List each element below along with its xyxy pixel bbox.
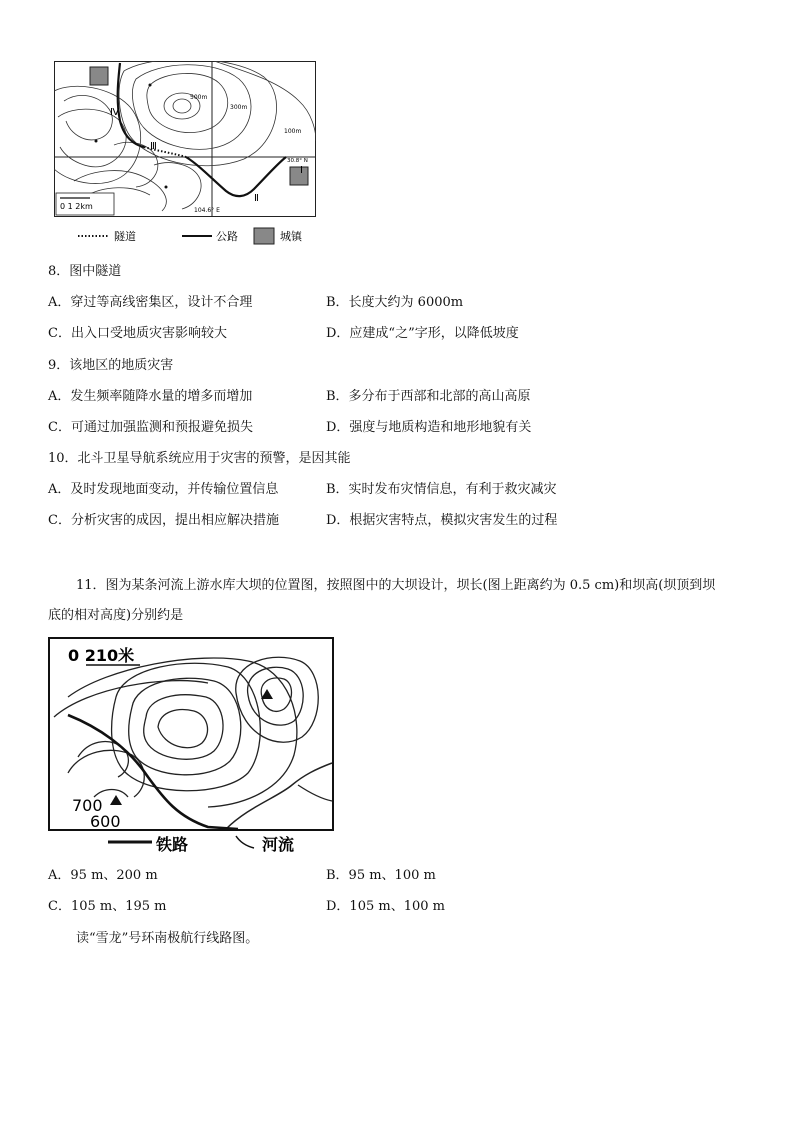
legend-road-label: 公路	[216, 230, 238, 243]
label-ii: Ⅱ	[254, 193, 259, 204]
legend-symbols	[78, 226, 318, 246]
reservoir-map-svg	[48, 637, 334, 831]
q8-option-d[interactable]: D．应建成“之”字形，以降低坡度	[326, 326, 519, 341]
contour-label-700: 700	[72, 796, 103, 815]
town-legend-symbol	[254, 228, 274, 244]
town-north	[90, 67, 108, 85]
q10-option-c[interactable]: C．分析灾害的成因，提出相应解决措施	[48, 513, 279, 528]
label-i: Ⅰ	[300, 165, 303, 176]
q11-stem-line2: 底的相对高度)分别约是	[48, 608, 184, 623]
q10-option-d[interactable]: D．根据灾害特点，模拟灾害发生的过程	[326, 513, 558, 528]
legend-river-label: 河流	[262, 835, 295, 854]
latitude-label: 30.8° N	[287, 158, 308, 164]
peak-dot	[95, 140, 98, 143]
legend-town-label: 城镇	[280, 230, 302, 243]
contour-label-600: 600	[90, 812, 121, 831]
peak-dot	[149, 84, 152, 87]
footer-instruction: 读“雪龙”号环南极航行线路图。	[76, 931, 259, 946]
label-iii: Ⅲ	[150, 141, 157, 152]
river-legend-symbol	[236, 836, 254, 848]
map2-legend-symbols	[108, 832, 328, 856]
q11-option-b[interactable]: B．95 m、100 m	[326, 868, 436, 883]
q10-stem: 10．北斗卫星导航系统应用于灾害的预警，是因其能	[48, 451, 351, 466]
q8-option-a[interactable]: A．穿过等高线密集区，设计不合理	[48, 295, 253, 310]
legend-tunnel-label: 隧道	[114, 230, 136, 243]
tunnel-contour-map	[54, 61, 316, 217]
contour-label-300: 300m	[230, 104, 248, 111]
q8-option-b[interactable]: B．长度大约为 6000m	[326, 295, 464, 310]
q11-option-d[interactable]: D．105 m、100 m	[326, 899, 445, 914]
q10-option-a[interactable]: A．及时发现地面变动，并传输位置信息	[48, 482, 279, 497]
map2-legend	[108, 832, 328, 856]
q9-option-d[interactable]: D．强度与地质构造和地形地貌有关	[326, 420, 532, 435]
contour-label-100: 100m	[284, 128, 302, 135]
scale-label-210m: 0 210米	[68, 646, 135, 665]
tunnel-map-svg	[54, 61, 316, 217]
q9-option-c[interactable]: C．可通过加强监测和预报避免损失	[48, 420, 253, 435]
contour-label-500: 500m	[190, 94, 208, 101]
label-iv: Ⅳ	[110, 107, 120, 118]
reservoir-contour-map	[48, 637, 334, 831]
q11-option-c[interactable]: C．105 m、195 m	[48, 899, 167, 914]
town-east	[290, 167, 308, 185]
q9-option-a[interactable]: A．发生频率随降水量的增多而增加	[48, 389, 253, 404]
q9-option-b[interactable]: B．多分布于西部和北部的高山高原	[326, 389, 531, 404]
q8-stem: 8．图中隧道	[48, 264, 122, 279]
scale-label: 0 1 2km	[60, 202, 93, 211]
map1-legend	[78, 226, 318, 246]
q11-stem-line1: 11．图为某条河流上游水库大坝的位置图，按照图中的大坝设计，坝长(图上距离约为 0.5 cm)和坝高(坝顶到坝	[76, 578, 716, 593]
q11-option-a[interactable]: A．95 m、200 m	[48, 868, 158, 883]
longitude-label: 104.6° E	[194, 207, 220, 214]
q8-option-c[interactable]: C．出入口受地质灾害影响较大	[48, 326, 227, 341]
q9-stem: 9．该地区的地质灾害	[48, 358, 174, 373]
peak-dot	[165, 186, 168, 189]
q10-option-b[interactable]: B．实时发布灾情信息，有利于救灾减灾	[326, 482, 557, 497]
legend-railway-label: 铁路	[156, 835, 189, 854]
